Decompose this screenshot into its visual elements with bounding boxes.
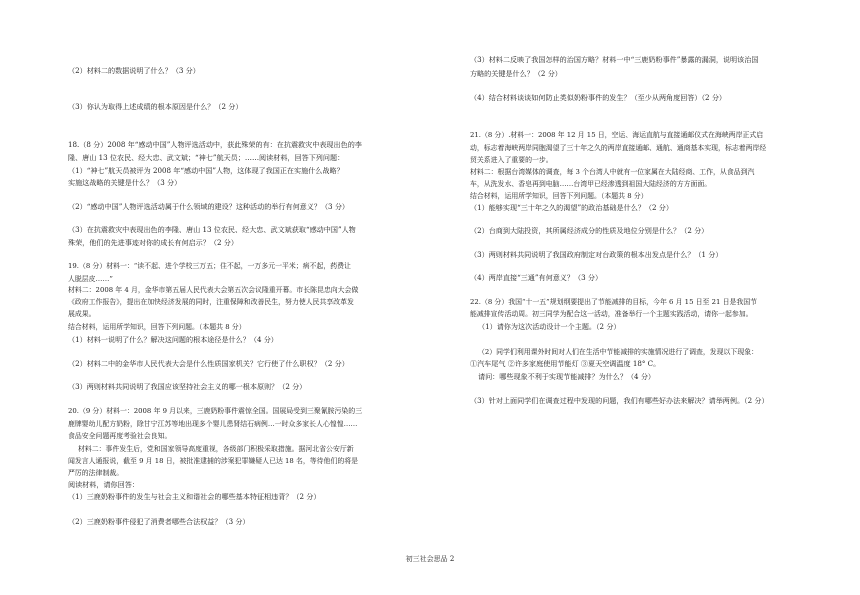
question-22-line: （3）针对上面同学们在调查过程中发现的问题，我们有哪些好办法来解决？请举两例。（2 分） [470,396,769,405]
question-20-line: 材料二：事件发生后，党和国家领导高度重视，各级部门积极采取措施。据河北省公安厅新 [78,445,354,453]
question-19-line: 展成果。 [68,310,96,318]
question-21-line: 车，从洗发水、香皂再到电脑……台湾甲已经渗透到祖国大陆经济的方方面面。 [470,180,712,188]
question-21-line: 21.（8 分）.材料一：2008 年 12 月 15 日，空运、海运直航与直接通邮仪式在海峡两岸正式启 [470,131,764,139]
question-19-line: （2）材料二中的金华市人民代表大会是什么性质国家机关？它行使了什么职权？（2 分） [68,359,349,368]
question-line: （2）材料二的数据说明了什么？（3 分） [68,66,200,75]
question-22-line: ①汽车尾气 ②许多家庭使用节能灯 ③夏天空调温度 18° C。 [470,359,661,368]
question-22-line: （1）请你为这次活动设计一个主题。（2 分） [478,322,621,331]
question-21-line: （4）两岸直接“三通”有何意义？（3 分） [470,273,603,282]
question-20-line: （2）三鹿奶粉事件侵犯了消费者哪些合法权益？（3 分） [68,517,250,526]
question-22-line: 能减排宣传活动周。初三同学为配合这一活动，准备举行一个主题实践活动，请你一起参加。 [470,310,753,318]
question-20-line: 闻发言人通报说，截至 9 月 18 日，被批准逮捕的涉案犯罪嫌疑人已达 18 名，等待他们的将是 [68,457,359,465]
question-18-line: （3）在抗震救灾中表现出色的李隆、唐山 13 位农民、经大忠、武文斌获取“感动中国”人物 [68,225,356,234]
question-21-line: （2）台商到大陆投资，其所属经济成分的性质及地位分别是什么？（2 分） [470,226,709,235]
question-19-line: 19.（8 分）材料一：“读不起、进个学校三万五；住不起，一万多元一平米；病不起，药费让 [68,262,351,270]
question-18-line: 实施这战略的关键是什么？（3 分） [68,178,182,187]
question-20-line: 鹿牌婴幼儿配方奶粉，除甘宁江苏等地出现多个婴儿患肾结石病例…一时众多家长人心惶惶…… [68,420,358,428]
question-22-line: 22.（8 分）我国“十一五”规划纲要提出了节能减排的目标，今年 6 月 15 日至 21 日是我国节 [470,298,758,306]
question-19-line: （3）两则材料共同说明了我国应该坚持社会主义的哪一根本原则？（2 分） [68,382,307,391]
question-19-line: 《政府工作报告》，提出在加快经济发展的同时，注重保障和改善民生，努力使人民共享改革发 [68,298,354,306]
question-22-line: 请问：哪些现象不利于实现节能减排？为什么？（4 分） [478,372,656,381]
question-20-line: （4）结合材料谈谈如何防止类似奶粉事件的发生？（至少从两角度回答）（2 分） [470,93,727,102]
question-20-line: 20.（9 分）材料一：2008 年 9 月以来，三鹿奶粉事件震惊全国。国展局受到三聚氰胺污染的三 [68,407,363,415]
page-footer: 初三社会思品 2 [405,555,455,563]
question-20-line: 严厉的法律制裁。 [68,469,124,477]
question-21-line: 贸关系进入了重要的一步。 [470,156,553,164]
question-22-line: （2）同学们利用课外时间对人们在生活中节能减排的实施情况进行了调查，发现以下现象： [478,348,759,356]
question-20-line: （3）材料二反映了我国怎样的治国方略？材料一中“三鹿奶粉事件”暴露的漏洞，说明该治国 [470,55,759,64]
question-20-line: 方略的关键是什么？（2 分） [470,69,562,78]
question-19-line: 结合材料，运用所学知识，回答下列问题。（本题共 8 分） [68,323,246,331]
question-19-line: 人脱层皮……” [68,275,113,283]
question-19-line: （1）材料一说明了什么？解决这问题的根本途径是什么？（4 分） [68,335,278,344]
question-18-line: 18.（8 分）2008 年“感动中国”人物评选活动中，获此殊荣的有：在抗震救灾中表现出色的李 [68,140,362,149]
question-18-line: 隆、唐山 13 位农民、经大忠、武文斌；“神七”航天员；……阅读材料，回答下列问题： [68,153,345,162]
question-21-line: 结合材料，运用所学知识，回答下列问题。（本题共 8 分） [470,192,648,200]
question-19-line: 材料二：2008 年 4 月，金华市第五届人民代表大会第五次会议隆重开幕。市长陈昆忠向大会做 [68,286,359,294]
question-21-line: 动，标志着海峡两岸同胞渴望了三十年之久的两岸直接通邮、通航、通商基本实现，标志着两岸经 [470,144,767,152]
question-21-line: （3）两则材料共同说明了我国政府制定对台政策的根本出发点是什么？（1 分） [470,250,723,259]
question-line: （3）你认为取得上述成绩的根本原因是什么？（2 分） [68,102,243,111]
question-20-line: 阅读材料，请你回答： [68,480,139,489]
question-20-line: 食品安全问题再度考验社会良知。 [68,432,172,440]
question-21-line: （1）能够实现“三十年之久的渴望”的政治基础是什么？（2 分） [470,203,673,212]
question-20-line: （1）三鹿奶粉事件的发生与社会主义和谐社会的哪些基本特征相违背？（2 分） [68,492,321,501]
question-21-line: 材料二：根据台湾媒体的调查，每 3 个台湾人中就有一位家属在大陆经商、工作，从食品到汽 [470,168,755,176]
question-18-line: （2）“感动中国”人物评选活动属于什么领域的建设？这种活动的举行有何意义？（3 分） [68,202,350,211]
question-18-line: （1）“神七”航天员被评为 2008 年“感动中国”人物，这体现了我国正在实施什么战略？ [68,166,344,175]
question-18-line: 殊荣，他们的先进事迹对你的成长有何启示？（2 分） [68,238,238,247]
